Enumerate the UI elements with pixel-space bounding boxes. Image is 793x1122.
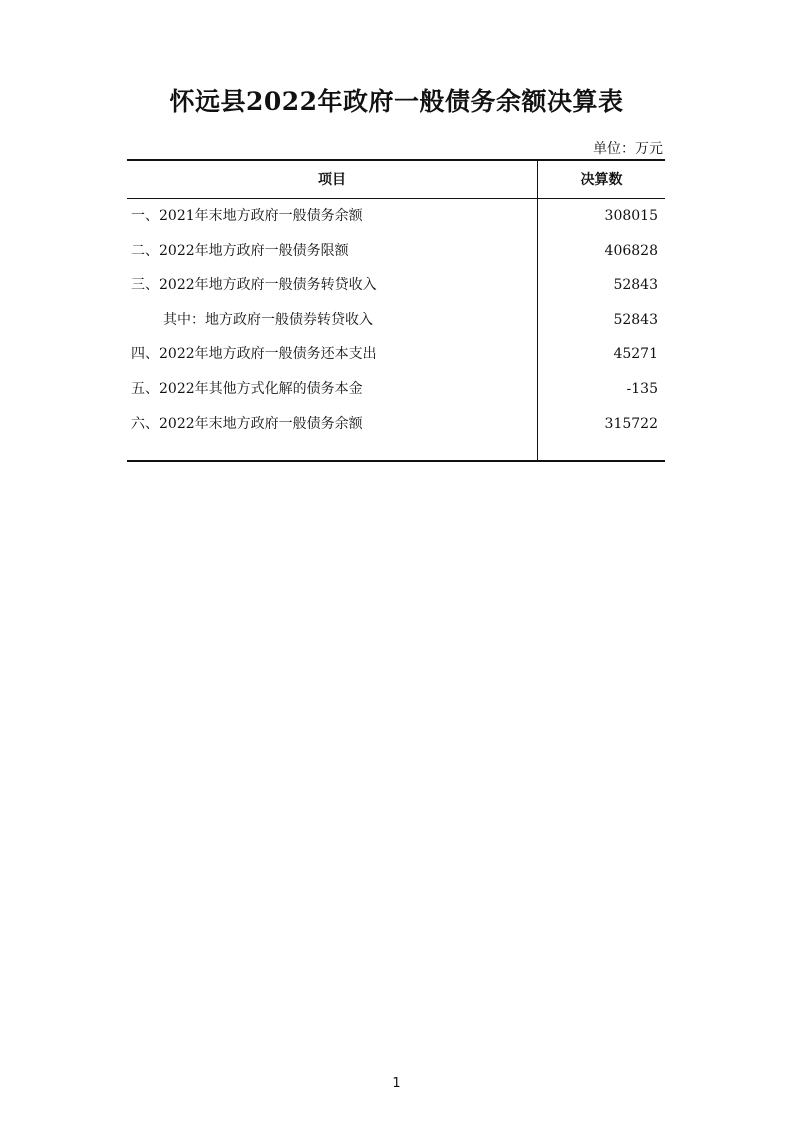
page-number: 1 <box>392 1076 401 1091</box>
table-row <box>127 372 665 407</box>
row-value: -135 <box>626 380 658 397</box>
table-row <box>127 199 665 234</box>
table-row <box>127 268 665 303</box>
table-body <box>127 199 665 441</box>
page-title: 怀远县2022年政府一般债务余额决算表 <box>169 87 624 116</box>
row-label: 四、2022年地方政府一般债务还本支出 <box>131 346 377 363</box>
row-value: 406828 <box>604 242 658 259</box>
row-value: 52843 <box>613 277 658 294</box>
header-value: 决算数 <box>580 172 623 188</box>
row-label: 五、2022年其他方式化解的债务本金 <box>131 380 363 397</box>
table-row <box>127 303 665 338</box>
row-label: 三、2022年地方政府一般债务转贷收入 <box>131 277 377 294</box>
table-row <box>127 407 665 442</box>
unit-label: 单位：万元 <box>593 141 663 157</box>
header-item: 项目 <box>318 172 346 188</box>
row-value: 52843 <box>613 311 658 328</box>
row-value: 45271 <box>613 346 658 363</box>
row-label: 二、2022年地方政府一般债务限额 <box>131 242 349 259</box>
row-label-sub: 其中：地方政府一般债券转贷收入 <box>163 311 373 328</box>
row-label: 六、2022年末地方政府一般债务余额 <box>131 415 363 432</box>
row-value: 308015 <box>604 208 658 224</box>
debt-balance-table <box>127 159 665 462</box>
table-row <box>127 337 665 372</box>
table-header <box>127 161 665 199</box>
row-label: 一、2021年末地方政府一般债务余额 <box>131 208 363 224</box>
table-row <box>127 234 665 269</box>
row-value: 315722 <box>604 415 658 432</box>
